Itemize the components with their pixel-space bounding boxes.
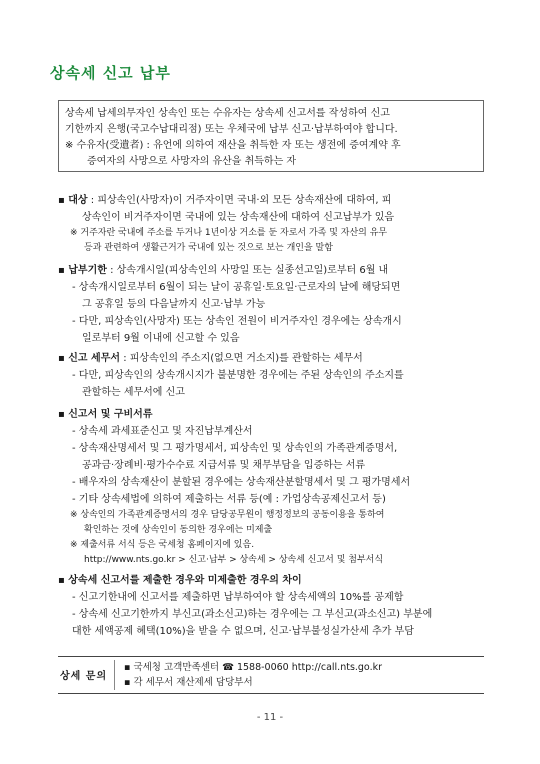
target-text: : 피상속인(사망자)이 거주자이면 국내·외 모든 상속재산에 대하여, 피 xyxy=(87,195,392,206)
docs-line: - 상속세 과세표준신고 및 자진납부계산서 xyxy=(72,426,253,437)
deadline-line: 그 공휴일 등의 다음날까지 신고·납부 가능 xyxy=(82,299,266,310)
docs-line: - 기타 상속세법에 의하여 제출하는 서류 등(예 : 가업상속공제신고서 등) xyxy=(72,494,386,505)
contact-line: ▪ 각 세무서 재산제세 담당부서 xyxy=(124,677,253,688)
docs-note: ※ 제출서류 서식 등은 국세청 홈페이지에 있음. xyxy=(70,540,255,550)
office-line xyxy=(58,350,490,367)
contact-label: 상세 문의 xyxy=(60,671,108,682)
deadline-line xyxy=(58,262,490,279)
deadline-line: - 상속개시일로부터 6월이 되는 날이 공휴일·토요일·근로자의 날에 해당되면 xyxy=(72,282,401,293)
contact-divider xyxy=(114,660,115,690)
target-line xyxy=(58,192,490,209)
docs-line: - 상속재산명세서 및 그 평가명세서, 피상속인 및 상속인의 가족관계증명서, xyxy=(72,443,398,454)
section-heading: ▪ 상속세 신고서를 제출한 경우와 미제출한 경우의 차이 xyxy=(58,575,302,586)
docs-note: ※ 상속인의 가족관계증명서의 경우 담당공무원이 행정정보의 공동이용을 통하여 xyxy=(70,510,385,520)
page-number: - 11 - xyxy=(256,712,284,723)
deadline-text: : 상속개시일(피상속인의 사망일 또는 실종선고일)로부터 6월 내 xyxy=(106,265,389,276)
section-heading: ▪ 신고서 및 구비서류 xyxy=(58,409,153,420)
section-target xyxy=(58,192,490,256)
intro-line: 상속세 납세의무자인 상속인 또는 수유자는 상속세 신고서를 작성하여 신고 xyxy=(65,108,390,119)
intro-box xyxy=(58,100,484,172)
section-heading: ▪ 신고 세무서 xyxy=(58,353,121,364)
section-docs xyxy=(58,406,490,568)
contact-line: ▪ 국세청 고객만족센터 ☎ 1588-0060 http://call.nts.go.kr xyxy=(124,662,383,673)
target-note: ※ 거주자란 국내에 주소를 두거나 1년이상 거소를 둔 자로서 가족 및 자산의 유무 xyxy=(70,228,388,238)
deadline-line: 일로부터 9월 이내에 신고할 수 있음 xyxy=(82,333,240,344)
office-line: 관할하는 세무서에 신고 xyxy=(82,387,185,398)
diff-line: - 상속세 신고기한까지 부신고(과소신고)하는 경우에는 그 부신고(과소신고) 부분에 xyxy=(72,609,433,620)
section-deadline xyxy=(58,262,490,347)
page-title: 상속세 신고 납부 xyxy=(50,64,171,82)
section-diff xyxy=(58,572,490,640)
docs-note: 확인하는 것에 상속인이 동의한 경우에는 미제출 xyxy=(84,525,273,535)
deadline-line: - 다만, 피상속인(사망자) 또는 상속인 전원이 비거주자인 경우에는 상속개시 xyxy=(72,316,402,327)
contact-box xyxy=(58,656,484,694)
target-line: 상속인이 비거주자이면 국내에 있는 상속재산에 대하여 신고납부가 있음 xyxy=(82,212,395,223)
intro-note: 증여자의 사망으로 사망자의 유산을 취득하는 자 xyxy=(87,156,297,167)
nts-url-link[interactable]: http://www.nts.go.kr > 신고·납부 > 상속세 > 상속세 신고서 및 첨부서식 xyxy=(84,555,384,565)
office-text: : 피상속인의 주소지(없으면 거소지)를 관할하는 세무서 xyxy=(120,353,363,364)
diff-line: - 신고기한내에 신고서를 제출하면 납부하여야 할 상속세액의 10%를 공제함 xyxy=(72,592,404,603)
diff-line: 대한 세액공제 혜택(10%)을 받을 수 없으며, 신고·납부불성실가산세 추가 부담 xyxy=(72,626,414,637)
docs-line: - 배우자의 상속재산이 분할된 경우에는 상속재산분할명세서 및 그 평가명세서 xyxy=(72,477,411,488)
target-note: 등과 관련하여 생활근거가 국내에 있는 것으로 보는 개인을 말함 xyxy=(84,243,333,253)
intro-note: ※ 수유자(受遺者) : 유언에 의하여 재산을 취득한 자 또는 생전에 증여계약 후 xyxy=(65,140,401,151)
office-line: - 다만, 피상속인의 상속개시지가 불분명한 경우에는 주된 상속인의 주소지를 xyxy=(72,370,404,381)
docs-line: 공과금·장례비·평가수수료 지급서류 및 채무부담을 입증하는 서류 xyxy=(82,460,366,471)
intro-line: 기한까지 은행(국고수납대리점) 또는 우체국에 납부 신고·납부하여야 합니다. xyxy=(65,124,398,135)
section-heading: ▪ 납부기한 xyxy=(58,265,107,276)
section-office xyxy=(58,350,490,401)
section-heading: ▪ 대상 xyxy=(58,195,88,206)
contact-lines xyxy=(124,660,382,690)
